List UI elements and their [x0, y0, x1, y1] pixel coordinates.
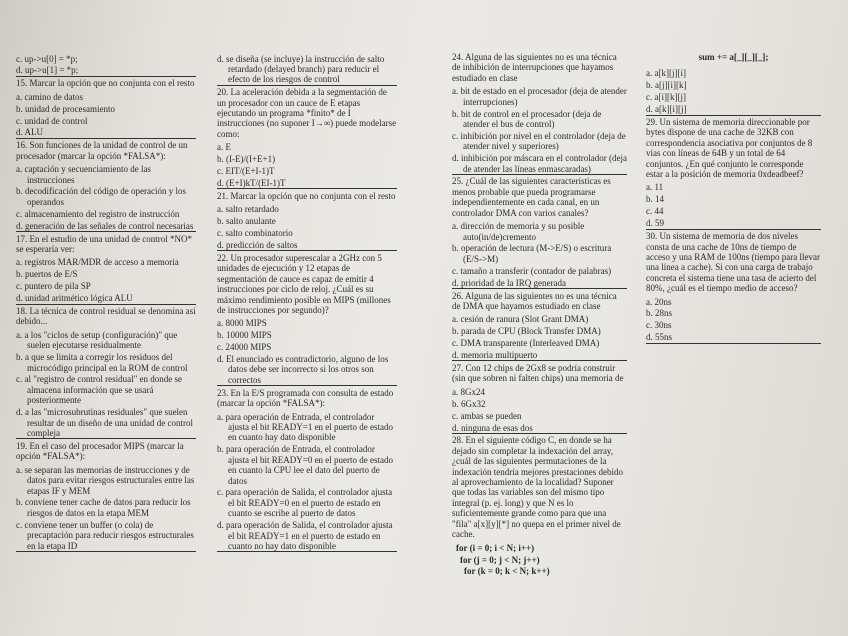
- code-line: for (k = 0; k < N; k++): [464, 566, 550, 577]
- question-stem: 30. Un sistema de memoria de dos niveles consta de una cache de 10ns de tiempo de acceso y una RAM de 100ns (tiempo para llevar una línea a cache). Si con una carga de trabajo concreta el sistema tiene una tasa de acierto del 80%, ¿cuál es el tiempo medio de acceso?: [646, 231, 820, 294]
- answer-option: c. DMA transparente (Interleaved DMA): [452, 338, 600, 349]
- question-stem: 18. La técnica de control residual se denomina así debido...: [16, 306, 196, 327]
- answer-option: b. 6Gx32: [452, 398, 486, 409]
- question-stem: 28. En el siguiente código C, en donde se ha dejado sin completar la indexación del array, ¿cuál de las siguientes permutaciones de la indexación tendría mejores prestaciones debido al aprovechamiento de la localidad? Suponer que todas las variables son del mismo tipo integral (p. ej. long) y que N es lo suficientemente grande como para que una "fila" a[x][y][*] no quepa en el primer nivel de cache.: [452, 435, 623, 540]
- answer-option: c. puntero de pila SP: [16, 281, 91, 292]
- column-3: [452, 52, 627, 578]
- answer-option: a. para operación de Entrada, el controlador ajusta el bit READY=1 en el puerto de estado en cuanto hay dato disponible: [217, 411, 394, 443]
- answer-option: d. se diseña (se incluye) la instrucción de salto retardado (delayed branch) para reducir el efecto de los riesgos de control: [217, 54, 397, 86]
- answer-option: d. 55ns: [646, 332, 821, 343]
- answer-option: c. al "registro de control residual" en donde se almacena información que se usará posteriormente: [16, 374, 183, 406]
- answer-option: c. inhibición por nivel en el controlador (deja de atender nivel y superiores): [452, 130, 626, 152]
- answer-option: b. conviene tener cache de datos para reducir los riesgos de datos en la etapa MEM: [16, 497, 191, 518]
- answer-option: a. cesión de ranura (Slot Grant DMA): [452, 314, 589, 325]
- answer-option: b. 10000 MIPS: [217, 330, 272, 341]
- code-statement: sum += a[_][_][_];: [698, 52, 769, 62]
- question-stem: 23. En la E/S programada con consulta de estado (marcar la opción *FALSA*):: [217, 387, 394, 409]
- answer-option: b. parada de CPU (Block Transfer DMA): [452, 326, 601, 337]
- answer-option: c. 24000 MIPS: [217, 342, 272, 353]
- answer-option: c. almacenamiento del registro de instrucción: [16, 208, 180, 219]
- answer-option: a. camino de datos: [16, 91, 83, 102]
- question-stem: 20. La aceleración debida a la segmentación de un procesador con un cauce de E etapas ejecutando un programa *finito* de I instrucciones (no suponer I→∞) puede modelarse como:: [217, 87, 397, 139]
- question-stem: 16. Son funciones de la unidad de control de un procesador (marcar la opción *FALSA*):: [16, 140, 188, 161]
- answer-option: a. registros MAR/MDR de acceso a memoria: [16, 257, 179, 268]
- column-2: [217, 52, 397, 554]
- answer-option: a. dirección de memoria y su posible auto(in/de)cremento: [452, 221, 585, 242]
- question-stem: 15. Marcar la opción que no conjunta con el resto: [16, 78, 195, 89]
- column-1: [16, 52, 196, 553]
- answer-option: b. a que se limita a corregir los residuos del microcódigo principal en la ROM de control: [16, 352, 188, 373]
- question-stem: 22. Un procesador superescalar a 2GHz con 5 unidades de ejecución y 12 etapas de segmentación de cauce es capaz de emitir 4 instrucciones por ciclo de reloj. ¿Cuál es su máximo rendimiento posible en MIPS (millones de instrucciones por segundo)?: [217, 252, 391, 315]
- question-stem: 27. Con 12 chips de 2Gx8 se podría construir (sin que sobren ni falten chips) una memoria de: [452, 362, 624, 384]
- code-block: [452, 543, 627, 576]
- answer-option: c. unidad de control: [16, 115, 88, 126]
- answer-option: a. captación y secuenciamiento de las instrucciones: [16, 164, 151, 185]
- answer-option: d. inhibición por máscara en el controlador (deja de atender las líneas enmascaradas): [452, 153, 627, 174]
- answer-option: d. 59: [646, 218, 821, 229]
- question-stem: 29. Un sistema de memoria direccionable por bytes dispone de una cache de 32KB con correspondencia asociativa por conjuntos de 8 vías con líneas de 64B y un total de 64 conjuntos. ¿En qué conjunto le corresponde estar a la posición de memoria 0xdeadbeef?: [646, 117, 813, 180]
- answer-option: b. 28ns: [646, 308, 673, 319]
- answer-option: a. 20ns: [646, 296, 672, 307]
- answer-option: d. El enunciado es contradictorio, alguno de los datos debe ser incorrecto si los otros son correctos: [217, 354, 397, 386]
- question-stem: 19. En el caso del procesador MIPS (marcar la opción *FALSA*):: [16, 440, 184, 462]
- answer-option: c. salto combinatorio: [217, 228, 293, 239]
- answer-option: a. a los "ciclos de setup (configuración)" que suelen ejecutarse residualmente: [16, 329, 178, 351]
- answer-option: c. up->u[0] = *p;: [16, 53, 78, 64]
- code-line: for (j = 0; j < N; j++): [460, 554, 540, 565]
- column-4: [646, 52, 821, 345]
- answer-option: b. operación de lectura (M->E/S) o escritura (E/S->M): [452, 243, 612, 264]
- answer-option: a. salto retardado: [217, 204, 279, 215]
- question-stem: 24. Alguna de las siguientes no es una técnica de inhibición de interrupciones que hayamos estudiado en clase: [452, 52, 617, 83]
- answer-option: d. memoria multipuerto: [452, 350, 627, 361]
- answer-option: c. a[i][k][j]: [646, 92, 686, 103]
- code-line: for (i = 0; i < N; i++): [456, 543, 535, 554]
- answer-option: c. para operación de Salida, el controlador ajusta el bit READY=0 en el puerto de estado en cuanto se escribe al puerto de datos: [217, 487, 393, 519]
- answer-option: c. 30ns: [646, 320, 672, 331]
- answer-option: c. ambas se pueden: [452, 410, 522, 421]
- answer-option: d. predicción de saltos: [217, 240, 397, 251]
- answer-option: b. (I-E)/(I+E+1): [217, 154, 276, 165]
- answer-option: a. 8000 MIPS: [217, 318, 267, 329]
- answer-option: b. para operación de Entrada, el controlador ajusta el bit READY=0 en el puerto de estado en cuanto la CPU lee el dato del puerto de datos: [217, 444, 394, 486]
- answer-option: d. ALU: [16, 127, 196, 138]
- answer-option: b. puertos de E/S: [16, 269, 78, 280]
- answer-option: d. prioridad de la IRQ generada: [452, 278, 627, 289]
- answer-option: b. a[j][i][k]: [646, 80, 687, 91]
- answer-option: d. para operación de Salida, el controlador ajusta el bit READY=1 en el puerto de estado en cuanto no hay dato disponible: [217, 520, 397, 552]
- answer-option: b. unidad de procesamiento: [16, 103, 115, 114]
- answer-option: d. up->u[1] = *p;: [16, 65, 196, 76]
- question-stem: 17. En el estudio de una unidad de control *NO* se esperaría ver:: [16, 233, 192, 254]
- answer-option: d. (E+I)kT/(EI-1)T: [217, 178, 397, 189]
- answer-option: b. decodificación del código de operación y los operandos: [16, 186, 186, 207]
- answer-option: a. E: [217, 142, 231, 153]
- answer-option: d. a las "microsubrutinas residuales" que suelen resultar de un diseño de una unidad de control compleja: [16, 407, 196, 439]
- answer-option: a. se separan las memorias de instrucciones y de datos para evitar riesgos estructurales entre las etapas IF y MEM: [16, 464, 195, 496]
- answer-option: d. generación de las señales de control necesarias: [16, 221, 196, 232]
- answer-option: d. ninguna de esas dos: [452, 423, 627, 434]
- question-stem: 21. Marcar la opción que no conjunta con el resto: [217, 190, 396, 201]
- question-stem: 26. Alguna de las siguientes no es una técnica de DMA que hayamos estudiado en clase: [452, 290, 617, 311]
- question-stem: 25. ¿Cuál de las siguientes características es menos probable que pueda programarse independientemente en cada canal, en un controlador DMA con varios canales?: [452, 176, 611, 218]
- answer-option: a. 8Gx24: [452, 386, 485, 397]
- answer-option: c. 44: [646, 206, 664, 217]
- answer-option: a. bit de estado en el procesador (deja de atender interrupciones): [452, 86, 627, 107]
- answer-option: a. a[k][j][i]: [646, 68, 686, 79]
- answer-option: c. EIT/(E+I-1)T: [217, 166, 275, 177]
- answer-option: d. unidad aritmético lógica ALU: [16, 293, 196, 304]
- answer-option: a. 11: [646, 182, 664, 193]
- answer-option: c. conviene tener un buffer (o cola) de precaptación para reducir riesgos estructurales en la etapa ID: [16, 520, 196, 552]
- answer-option: b. salto anulante: [217, 216, 276, 227]
- answer-option: b. 14: [646, 194, 664, 205]
- answer-option: c. tamaño a transferir (contador de palabras): [452, 265, 612, 276]
- answer-option: d. a[k][i][j]: [646, 104, 821, 115]
- answer-option: b. bit de control en el procesador (deja de atender el bus de control): [452, 108, 602, 129]
